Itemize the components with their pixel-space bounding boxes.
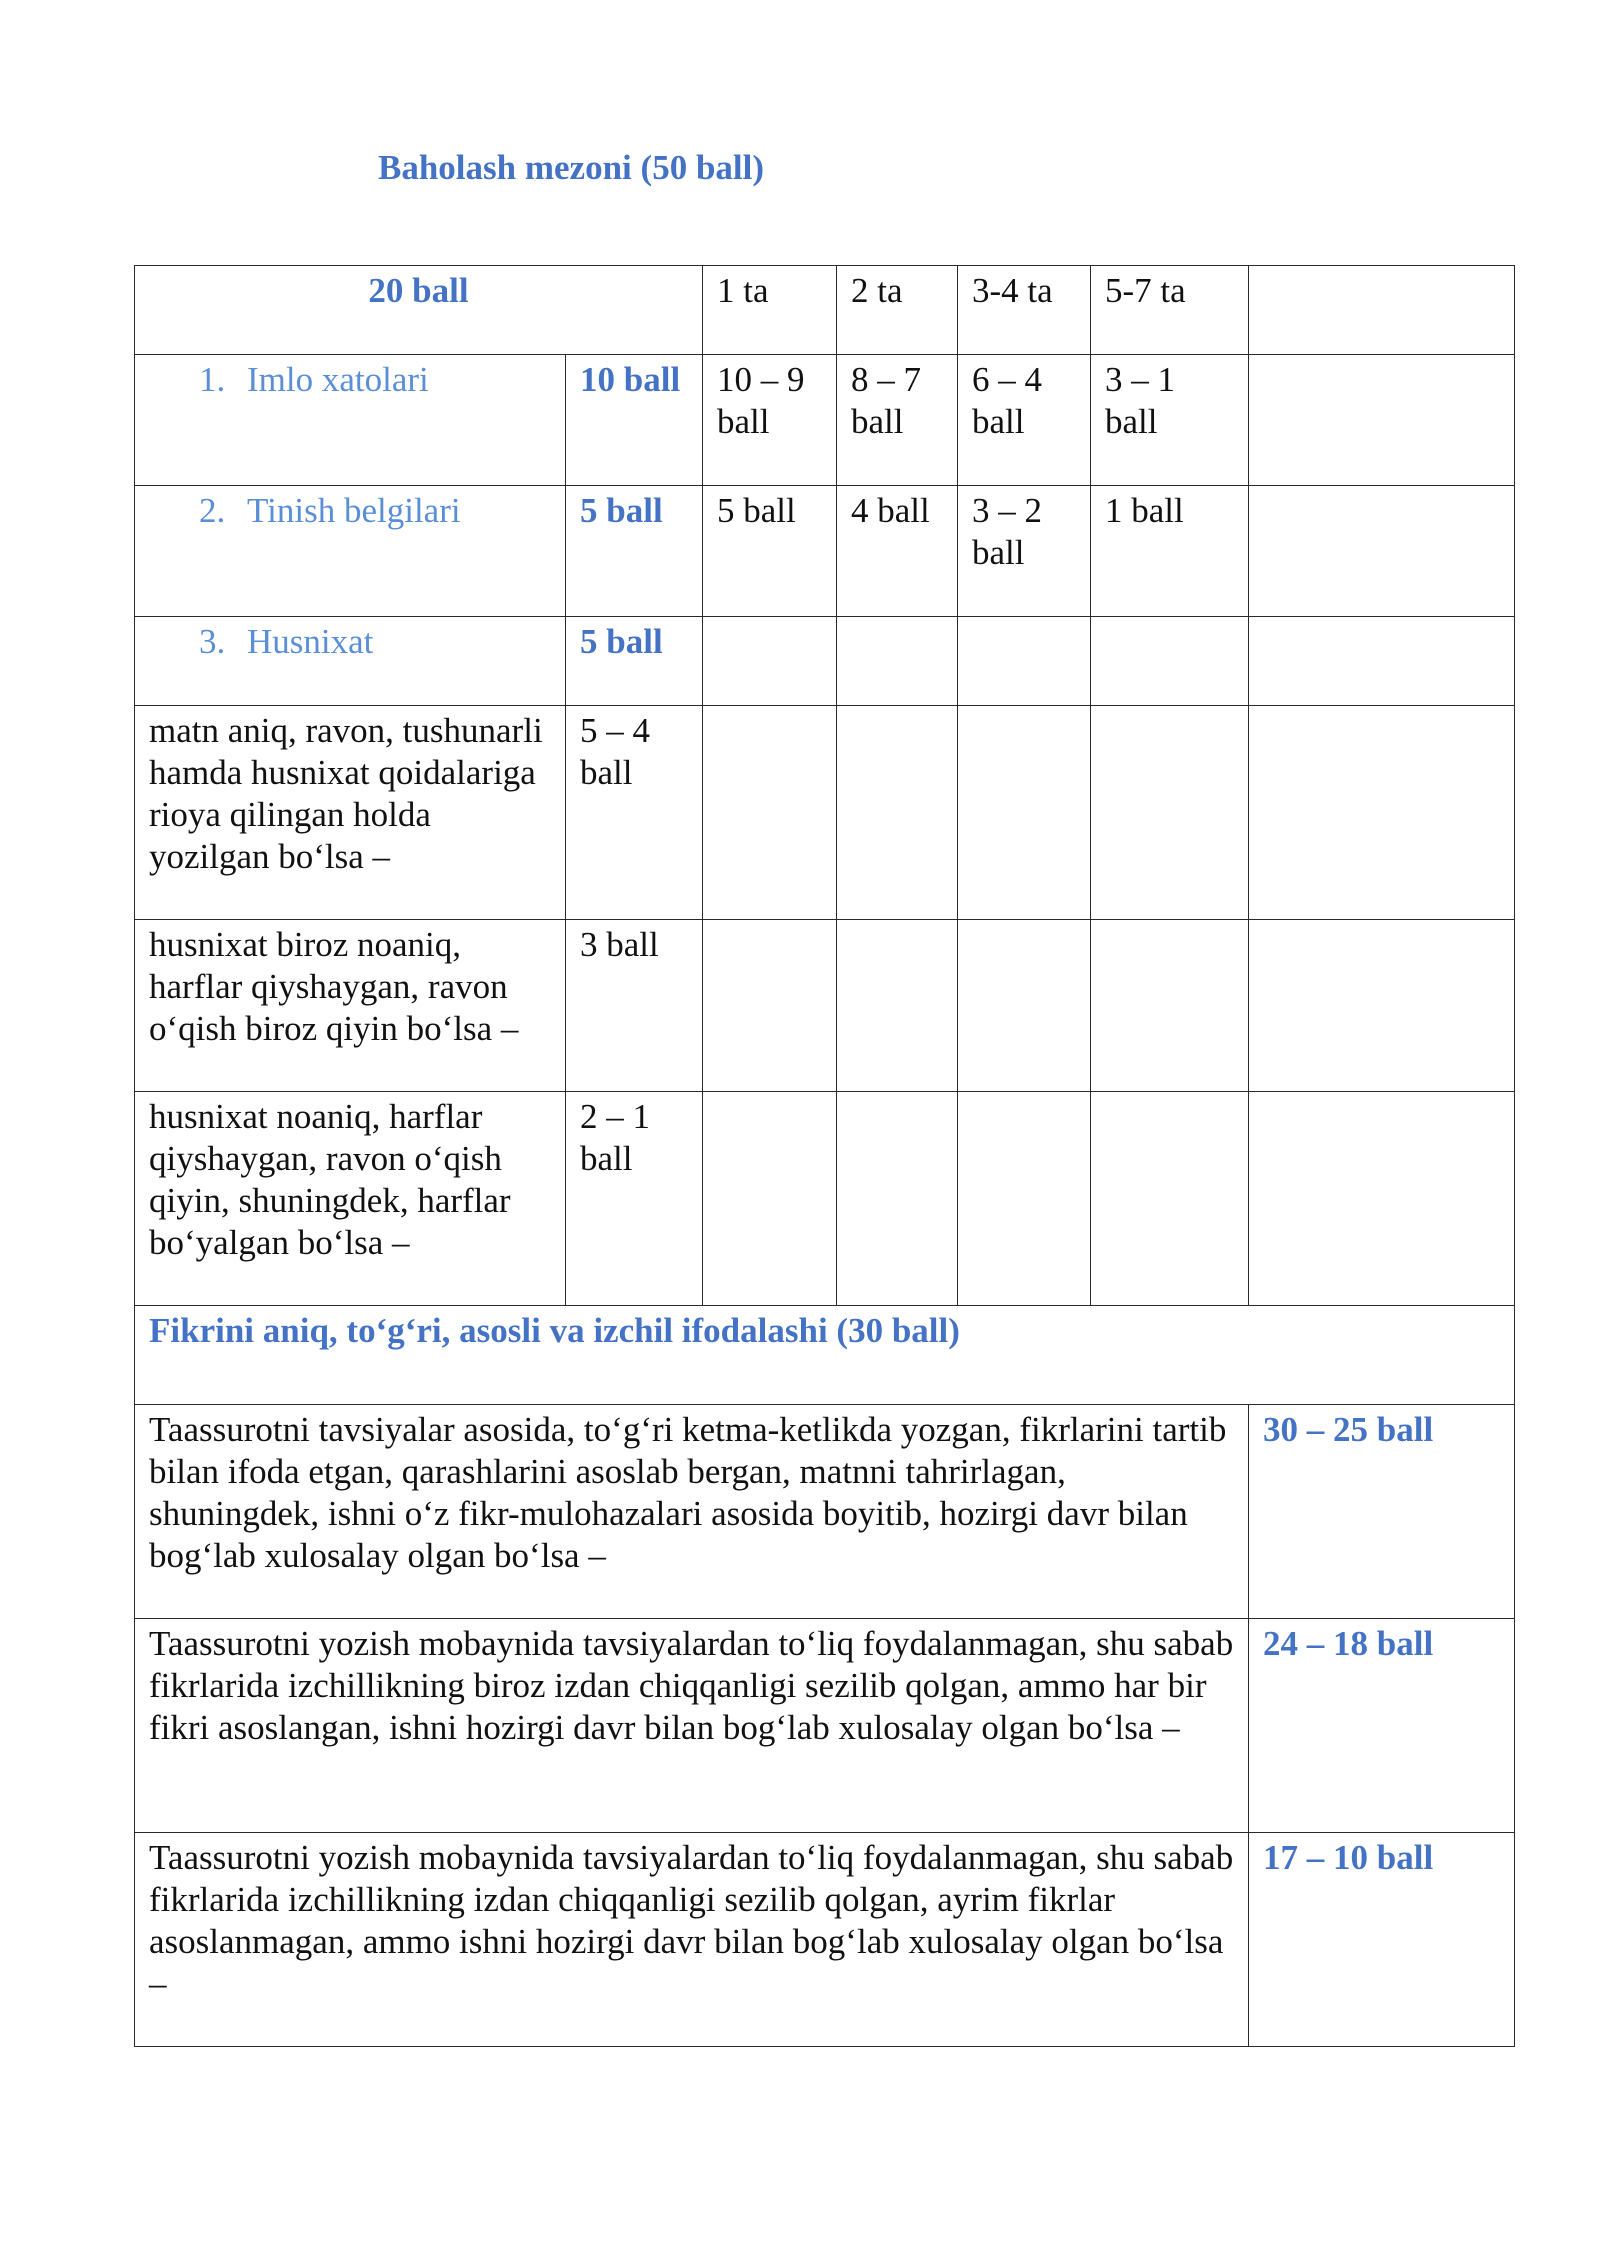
handwriting-row bbox=[135, 1092, 1515, 1306]
reasoning-row bbox=[135, 1405, 1515, 1619]
criterion-points: 10 ball bbox=[566, 355, 703, 486]
empty-cell bbox=[1091, 706, 1249, 920]
empty-cell bbox=[958, 617, 1091, 706]
column-header-2: 2 ta bbox=[837, 266, 958, 355]
handwriting-points: 5 – 4 ball bbox=[566, 706, 703, 920]
handwriting-row bbox=[135, 920, 1515, 1092]
score-cell: 3 – 1 ball bbox=[1091, 355, 1249, 486]
criterion-row bbox=[135, 355, 1515, 486]
document-title: Baholash mezoni (50 ball) bbox=[378, 148, 765, 187]
empty-cell bbox=[837, 1092, 958, 1306]
handwriting-row bbox=[135, 706, 1515, 920]
section-heading: Fikrini aniq, to‘g‘ri, asosli va izchil ifodalashi (30 ball) bbox=[135, 1306, 1515, 1405]
empty-cell bbox=[837, 617, 958, 706]
criterion-row bbox=[135, 617, 1515, 706]
handwriting-description: husnixat biroz noaniq, harflar qiyshaygan, ravon o‘qish biroz qiyin bo‘lsa – bbox=[135, 920, 566, 1092]
empty-cell bbox=[1249, 617, 1515, 706]
reasoning-row bbox=[135, 1833, 1515, 2047]
criterion-row bbox=[135, 486, 1515, 617]
criterion-label: 3. Husnixat bbox=[135, 617, 566, 706]
column-header-empty bbox=[1249, 266, 1515, 355]
score-cell: 10 – 9 ball bbox=[703, 355, 837, 486]
column-header-4: 5-7 ta bbox=[1091, 266, 1249, 355]
handwriting-description: matn aniq, ravon, tushunarli hamda husnixat qoidalariga rioya qilingan holda yozilgan bo‘lsa – bbox=[135, 706, 566, 920]
reasoning-points: 17 – 10 ball bbox=[1249, 1833, 1515, 2047]
empty-cell bbox=[703, 1092, 837, 1306]
reasoning-row bbox=[135, 1619, 1515, 1833]
empty-cell bbox=[703, 706, 837, 920]
score-cell: 1 ball bbox=[1091, 486, 1249, 617]
column-header-1: 1 ta bbox=[703, 266, 837, 355]
assessment-table bbox=[134, 265, 1515, 2047]
empty-cell bbox=[1249, 1092, 1515, 1306]
section-points-header: 20 ball bbox=[135, 266, 703, 355]
score-cell: 5 ball bbox=[703, 486, 837, 617]
empty-cell bbox=[837, 920, 958, 1092]
section-heading-row bbox=[135, 1306, 1515, 1405]
handwriting-description: husnixat noaniq, harflar qiyshaygan, ravon o‘qish qiyin, shuningdek, harflar bo‘yalgan bo‘lsa – bbox=[135, 1092, 566, 1306]
empty-cell bbox=[958, 706, 1091, 920]
reasoning-points: 30 – 25 ball bbox=[1249, 1405, 1515, 1619]
criterion-label: 1. Imlo xatolari bbox=[135, 355, 566, 486]
empty-cell bbox=[1249, 486, 1515, 617]
score-cell: 4 ball bbox=[837, 486, 958, 617]
empty-cell bbox=[837, 706, 958, 920]
empty-cell bbox=[703, 617, 837, 706]
score-cell: 3 – 2 ball bbox=[958, 486, 1091, 617]
reasoning-points: 24 – 18 ball bbox=[1249, 1619, 1515, 1833]
criterion-points: 5 ball bbox=[566, 486, 703, 617]
reasoning-description: Taassurotni yozish mobaynida tavsiyalardan to‘liq foydalanmagan, shu sabab fikrlarida izchillikning izdan chiqqanligi sezilib qolgan, ayrim fikrlar asoslanmagan, ammo ishni hozirgi davr bilan bog‘lab xulosalay olgan bo‘lsa – bbox=[135, 1833, 1249, 2047]
criterion-label: 2. Tinish belgilari bbox=[135, 486, 566, 617]
handwriting-points: 3 ball bbox=[566, 920, 703, 1092]
table-header-row bbox=[135, 266, 1515, 355]
reasoning-description: Taassurotni yozish mobaynida tavsiyalardan to‘liq foydalanmagan, shu sabab fikrlarida izchillikning biroz izdan chiqqanligi sezilib qolgan, ammo har bir fikri asoslangan, ishni hozirgi davr bilan bog‘lab xulosalay olgan bo‘lsa – bbox=[135, 1619, 1249, 1833]
score-cell: 6 – 4 ball bbox=[958, 355, 1091, 486]
score-cell: 8 – 7 ball bbox=[837, 355, 958, 486]
column-header-3: 3-4 ta bbox=[958, 266, 1091, 355]
empty-cell bbox=[1091, 1092, 1249, 1306]
empty-cell bbox=[1091, 617, 1249, 706]
criterion-points: 5 ball bbox=[566, 617, 703, 706]
reasoning-description: Taassurotni tavsiyalar asosida, to‘g‘ri ketma-ketlikda yozgan, fikrlarini tartib bilan ifoda etgan, qarashlarini asoslab bergan, matnni tahrirlagan, shuningdek, ishni o‘z fikr-mulohazalari asosida boyitib, hozirgi davr bilan bog‘lab xulosalay olgan bo‘lsa – bbox=[135, 1405, 1249, 1619]
empty-cell bbox=[1249, 920, 1515, 1092]
empty-cell bbox=[1091, 920, 1249, 1092]
empty-cell bbox=[1249, 355, 1515, 486]
empty-cell bbox=[1249, 706, 1515, 920]
empty-cell bbox=[703, 920, 837, 1092]
empty-cell bbox=[958, 1092, 1091, 1306]
handwriting-points: 2 – 1 ball bbox=[566, 1092, 703, 1306]
empty-cell bbox=[958, 920, 1091, 1092]
